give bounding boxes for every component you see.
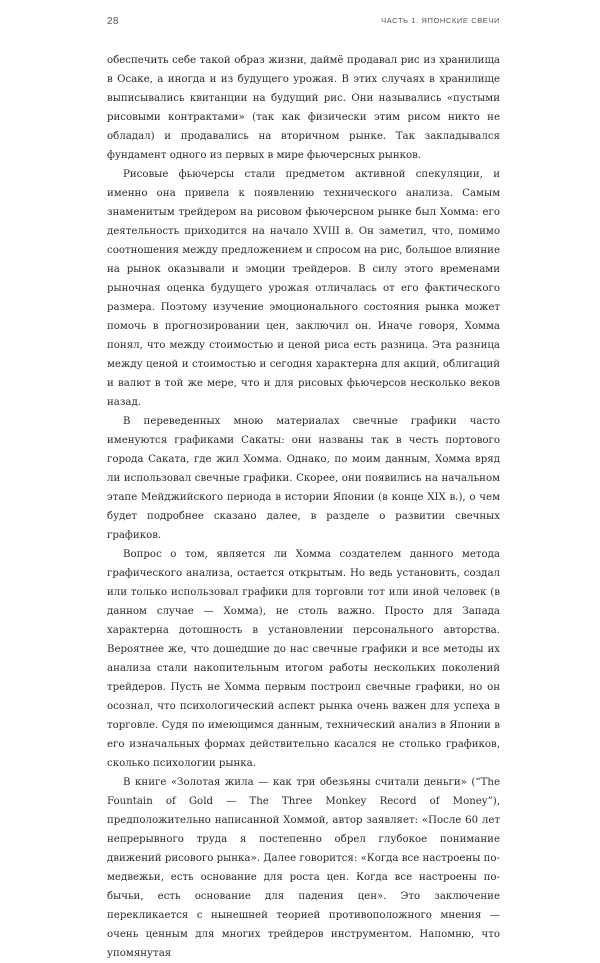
paragraph: В книге «Золотая жила — как три обезьяны считали деньги» (“The Fountain of Gold — The Three Monkey Record of Money”), предположительно написанной Хоммой, автор заявляет: «После 60 лет непрерывного труда я постепенно обрел глубокое понимание движений рисового рынка». Далее говорится: «Когда все настроены по-медвежьи, есть основание для роста цен. Когда все настроены по-бычьи, есть основание для падения цен». Это заключение перекликается с нынешней теорией противоположного мнения — очень ценным для многих трейдеров инструментом. Напомню, что упомянутая xyxy=(107,777,500,959)
running-head: ЧАСТЬ 1. ЯПОНСКИЕ СВЕЧИ xyxy=(381,16,500,25)
paragraph: Вопрос о том, является ли Хомма создателем данного метода графического анализа, остается открытым. Но ведь установить, создал или только использовал графики для торговли тот или иной человек (в данном случае — Хомма), не столь важно. Просто для Запада характерна дотошность в установлении персонального авторства. Вероятнее же, что дошедшие до нас свечные графики и все методы их анализа стали накопительным итогом работы нескольких поколений трейдеров. Пусть не Хомма первым построил свечные графики, но он осознал, что психологический аспект рынка очень важен для успеха в торговле. Судя по имеющимся данным, технический анализ в Японии в его изначальных формах действительно касался не столько графиков, сколько психологии рынка. xyxy=(107,549,500,769)
page-number: 28 xyxy=(107,16,119,27)
body-text xyxy=(107,51,500,963)
paragraph: обеспечить себе такой образ жизни, даймё продавал рис из хранилища в Осаке, а иногда и из будущего урожая. В этих случаях в хранилище выписывались квитанции на будущий рис. Они назывались «пустыми рисовыми контрактами» (так как физически этим рисом никто не обладал) и продавались на вторичном рынке. Так закладывался фундамент одного из первых в мире фьючерсных рынков. xyxy=(107,55,500,161)
page-header xyxy=(107,16,500,30)
paragraph: Рисовые фьючерсы стали предметом активной спекуляции, и именно она привела к появлению технического анализа. Самым знаменитым трейдером на рисовом фьючерсном рынке был Хомма: его деятельность приходится на начало XVIII в. Он заметил, что, помимо соотношения между предложением и спросом на рис, большое влияние на рынок оказывали и эмоции трейдеров. В силу этого временами рыночная оценка будущего урожая отличалась от его фактического размера. Поэтому изучение эмоционального состояния рынка может помочь в прогнозировании цен, заключил он. Иначе говоря, Хомма понял, что между стоимостью и ценой риса есть разница. Эта разница между ценой и стоимостью и сегодня характерна для акций, облигаций и валют в той же мере, что и для рисовых фьючерсов несколько веков назад. xyxy=(107,169,500,408)
paragraph: В переведенных мною материалах свечные графики часто именуются графиками Сакаты: они названы так в честь портового города Саката, где жил Хомма. Однако, по моим данным, Хомма вряд ли использовал свечные графики. Скорее, они появились на начальном этапе Мейджийского периода в истории Японии (в конце XIX в.), о чем будет подробнее сказано далее, в разделе о развитии свечных графиков. xyxy=(107,416,500,541)
